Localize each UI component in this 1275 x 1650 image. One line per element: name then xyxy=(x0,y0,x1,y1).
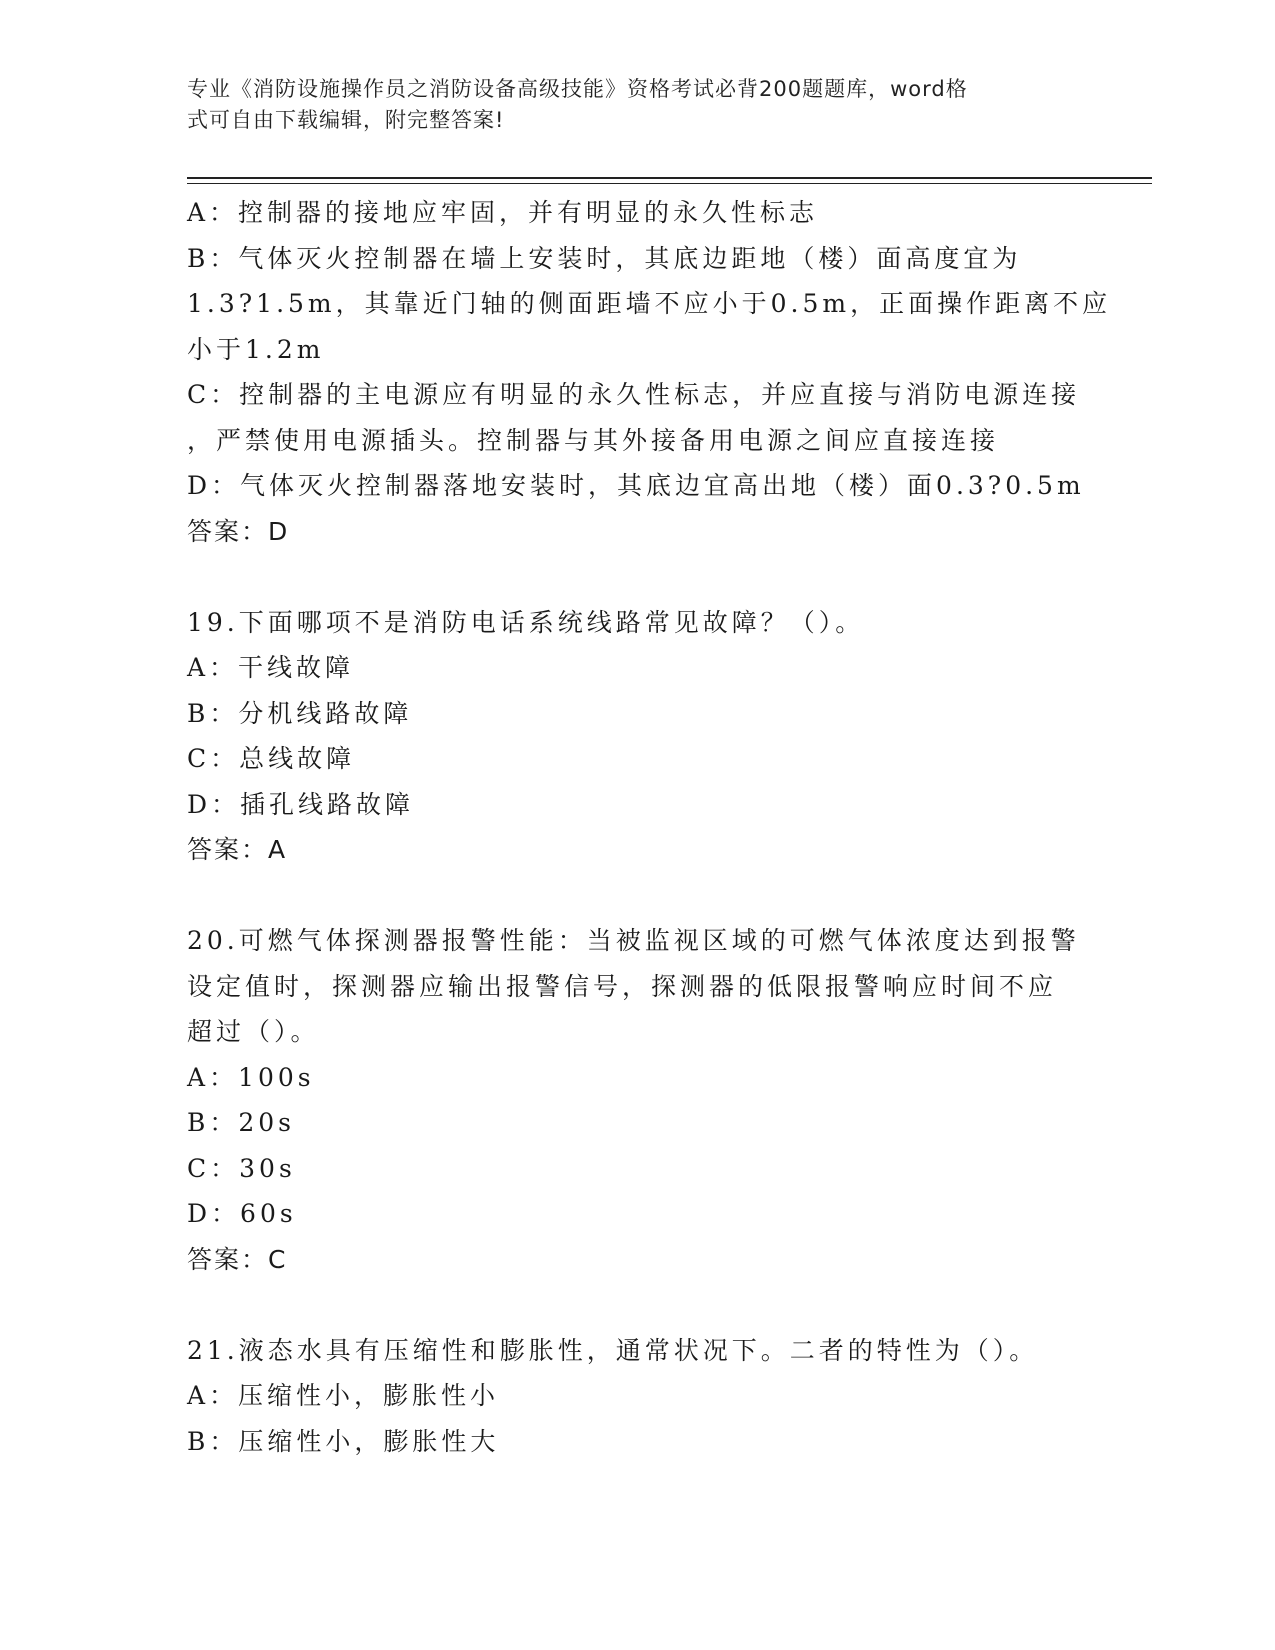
q20-option-c: C：30s xyxy=(187,1153,296,1183)
question-19-block xyxy=(187,600,1087,873)
q18-option-d: D：气体灭火控制器落地安装时，其底边宜高出地（楼）面0.3?0.5m xyxy=(187,471,1085,500)
header-line-2: 式可自由下载编辑，附完整答案! xyxy=(187,108,505,132)
q19-question: 19.下面哪项不是消防电话系统线路常见故障？（）。 xyxy=(187,607,865,637)
question-21-block xyxy=(187,1328,1087,1465)
question-18-block xyxy=(187,190,1112,554)
q20-option-a: A：100s xyxy=(187,1062,315,1092)
spacer xyxy=(187,554,1087,600)
q18-option-b-line-3: 小于1.2m xyxy=(187,334,325,364)
q18-option-c-line-1: C：控制器的主电源应有明显的永久性标志，并应直接与消防电源连接 xyxy=(187,380,1081,409)
q19-option-c: C：总线故障 xyxy=(187,744,356,773)
q19-option-d: D：插孔线路故障 xyxy=(187,789,415,819)
q18-option-b-line-2: 1.3?1.5m，其靠近门轴的侧面距墙不应小于0.5m，正面操作距离不应 xyxy=(187,289,1112,318)
q18-option-a: A：控制器的接地应牢固，并有明显的永久性标志 xyxy=(187,198,819,227)
q18-answer: 答案：D xyxy=(187,516,290,546)
spacer xyxy=(187,1282,1087,1328)
question-20-block xyxy=(187,918,1087,1282)
q19-option-b: B：分机线路故障 xyxy=(187,698,413,728)
q21-option-a: A：压缩性小，膨胀性小 xyxy=(187,1381,500,1410)
q21-question: 21.液态水具有压缩性和膨胀性，通常状况下。二者的特性为（）。 xyxy=(187,1335,1039,1365)
q20-option-d: D：60s xyxy=(187,1199,297,1228)
question-list xyxy=(187,190,1112,1464)
q20-answer: 答案：C xyxy=(187,1244,288,1274)
header-divider-thin xyxy=(187,183,1152,184)
q20-question-line-3: 超过（）。 xyxy=(187,1017,320,1046)
spacer xyxy=(187,873,1087,919)
q19-answer: 答案：A xyxy=(187,835,288,864)
q20-question-line-2: 设定值时，探测器应输出报警信号，探测器的低限报警响应时间不应 xyxy=(187,971,1058,1001)
q20-question-line-1: 20.可燃气体探测器报警性能：当被监视区域的可燃气体浓度达到报警 xyxy=(187,926,1080,955)
q20-option-b: B：20s xyxy=(187,1108,296,1137)
document-header xyxy=(187,74,1067,136)
q18-option-c-line-2: ，严禁使用电源插头。控制器与其外接备用电源之间应直接连接 xyxy=(187,425,1000,455)
q21-option-b: B：压缩性小，膨胀性大 xyxy=(187,1426,500,1456)
header-divider-thick xyxy=(187,177,1152,179)
q19-option-a: A：干线故障 xyxy=(187,653,355,682)
q18-option-b-line-1: B：气体灭火控制器在墙上安装时，其底边距地（楼）面高度宜为 xyxy=(187,243,1022,273)
header-line-1: 专业《消防设施操作员之消防设备高级技能》资格考试必背200题题库，word格 xyxy=(187,77,968,101)
